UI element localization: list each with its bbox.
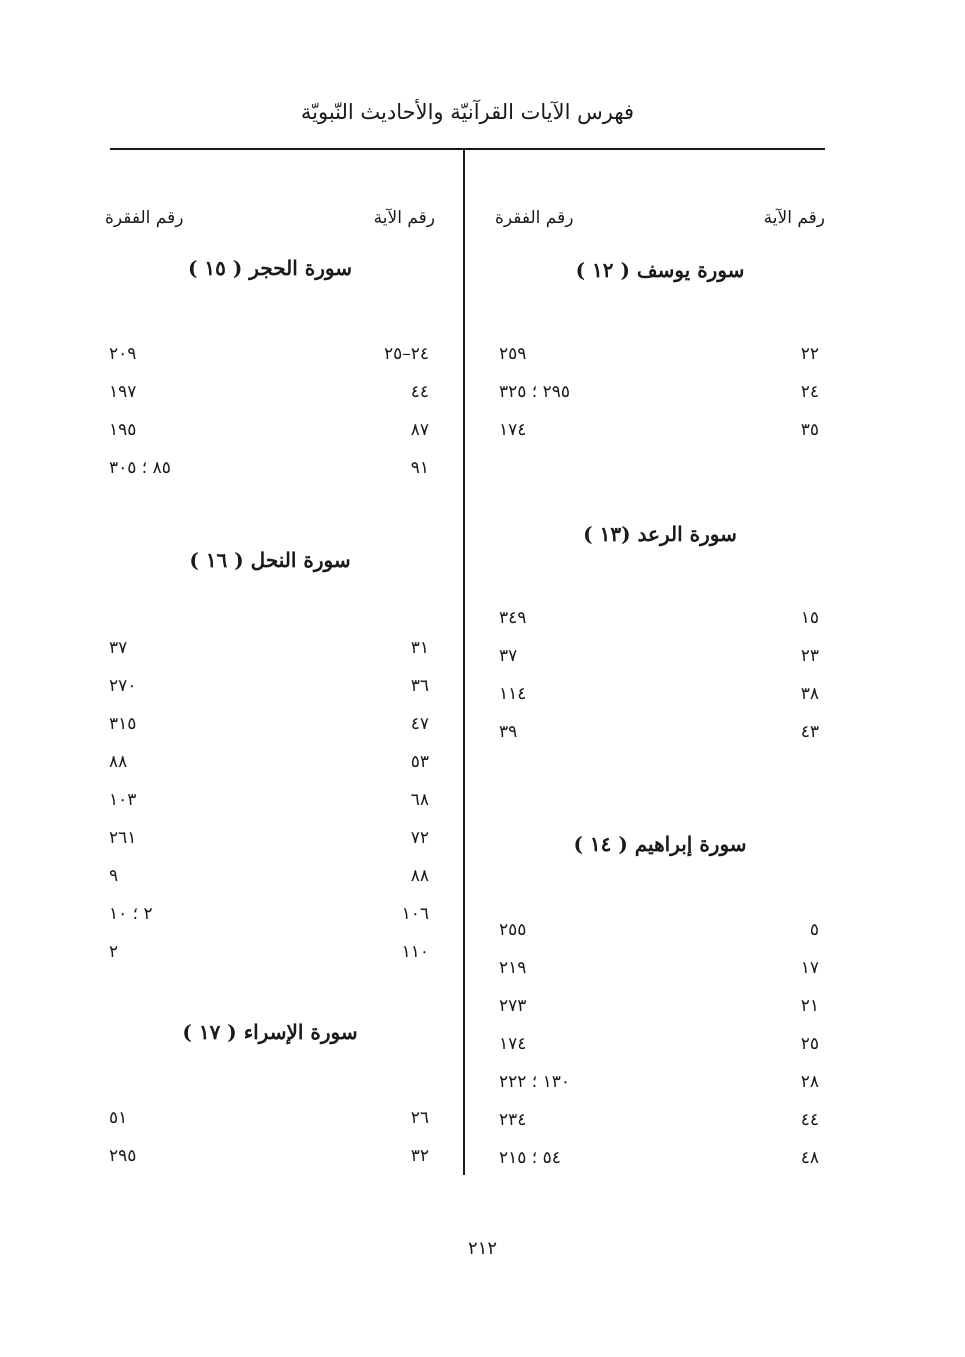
paragraph-number: ٥١: [109, 1108, 128, 1128]
ayah-number: ٧٢: [410, 828, 429, 848]
index-row: [105, 1108, 435, 1136]
paragraph-number: ٩: [109, 866, 119, 886]
ayah-number: ٨٨: [410, 866, 429, 886]
index-row: [105, 638, 435, 666]
paragraph-number-header: رقم الفقرة: [105, 208, 184, 228]
ayah-number: ٢١: [800, 996, 819, 1016]
paragraph-number: ٢٧٣: [499, 996, 527, 1016]
paragraph-number: ١٩٧: [109, 382, 137, 402]
index-row: [105, 344, 435, 372]
index-row: [105, 382, 435, 410]
ayah-number: ٢٨: [800, 1072, 819, 1092]
ayah-number: ٤٨: [800, 1148, 819, 1168]
paragraph-number: ٣٤٩: [499, 608, 527, 628]
index-row: [495, 1148, 825, 1176]
surah-title: سورة يوسف ( ١٢ ): [575, 258, 745, 282]
index-row: [105, 752, 435, 780]
paragraph-number: ٢٩٥: [109, 1146, 137, 1166]
index-row: [495, 344, 825, 372]
index-row: [495, 420, 825, 448]
ayah-number: ١١٠: [401, 942, 429, 962]
paragraph-number: ٢٥٥: [499, 920, 527, 940]
ayah-number: ١٥: [800, 608, 819, 628]
index-row: [105, 942, 435, 970]
page-header-title: فهرس الآيات القرآنيّة والأحاديث النّبويّة: [300, 100, 635, 124]
index-row: [105, 420, 435, 448]
ayah-number: ٤٧: [410, 714, 429, 734]
index-row: [105, 458, 435, 486]
index-row: [495, 1110, 825, 1138]
ayah-number: ٢٥: [800, 1034, 819, 1054]
paragraph-number: ٢ ؛ ١٠: [109, 904, 153, 924]
ayah-number: ٨٧: [410, 420, 429, 440]
ayah-number: ٤٤: [410, 382, 429, 402]
ayah-number: ٤٣: [800, 722, 819, 742]
ayah-number: ٢٢: [800, 344, 819, 364]
ayah-number: ٩١: [410, 458, 429, 478]
index-row: [495, 608, 825, 636]
surah-title: سورة الرعد (١٣ ): [583, 522, 737, 546]
index-row: [495, 382, 825, 410]
paragraph-number: ٣٧: [499, 646, 518, 666]
ayah-number: ٢٤: [800, 382, 819, 402]
index-row: [105, 790, 435, 818]
ayah-number: ٥٣: [410, 752, 429, 772]
index-row: [495, 684, 825, 712]
index-row: [495, 722, 825, 750]
surah-title: سورة النحل ( ١٦ ): [189, 548, 351, 572]
ayah-number: ٣٢: [410, 1146, 429, 1166]
paragraph-number: ٣٧: [109, 638, 128, 658]
index-row: [495, 1072, 825, 1100]
paragraph-number: ٨٨: [109, 752, 128, 772]
paragraph-number: ٢٠٩: [109, 344, 137, 364]
ayah-number: ٢٦: [410, 1108, 429, 1128]
paragraph-number: ٣٩: [499, 722, 518, 742]
paragraph-number: ٢٧٠: [109, 676, 137, 696]
index-row: [105, 714, 435, 742]
ayah-number: ٤٤: [800, 1110, 819, 1130]
index-row: [495, 920, 825, 948]
index-row: [105, 904, 435, 932]
ayah-number-header: رقم الآية: [763, 208, 825, 228]
ayah-number: ٣١: [410, 638, 429, 658]
column-headers: [495, 208, 825, 234]
paragraph-number: ٢٣٤: [499, 1110, 527, 1130]
ayah-number: ٣٨: [800, 684, 819, 704]
paragraph-number: ١٧٤: [499, 1034, 527, 1054]
paragraph-number: ١٩٥: [109, 420, 137, 440]
column-headers: [105, 208, 435, 234]
paragraph-number-header: رقم الفقرة: [495, 208, 574, 228]
ayah-number: ٦٨: [410, 790, 429, 810]
paragraph-number: ٣١٥: [109, 714, 137, 734]
ayah-number: ٥: [809, 920, 819, 940]
index-row: [105, 866, 435, 894]
page-number: ٢١٢: [467, 1238, 497, 1259]
paragraph-number: ١١٤: [499, 684, 527, 704]
paragraph-number: ٨٥ ؛ ٣٠٥: [109, 458, 171, 478]
surah-title: سورة إبراهيم ( ١٤ ): [573, 832, 747, 856]
column-divider: [463, 150, 465, 1175]
index-row: [105, 676, 435, 704]
ayah-number: ٣٥: [800, 420, 819, 440]
paragraph-number: ٢: [109, 942, 119, 962]
paragraph-number: ١٣٠ ؛ ٢٢٢: [499, 1072, 571, 1092]
surah-title: سورة الإسراء ( ١٧ ): [182, 1020, 358, 1044]
index-row: [495, 1034, 825, 1062]
index-row: [495, 958, 825, 986]
surah-title: سورة الحجر ( ١٥ ): [187, 256, 352, 280]
header-rule: [110, 148, 825, 150]
ayah-number: ٣٦: [410, 676, 429, 696]
index-row: [105, 828, 435, 856]
paragraph-number: ٢١٩: [499, 958, 527, 978]
paragraph-number: ٥٤ ؛ ٢١٥: [499, 1148, 561, 1168]
paragraph-number: ٢٥٩: [499, 344, 527, 364]
paragraph-number: ٢٩٥ ؛ ٣٢٥: [499, 382, 571, 402]
paragraph-number: ١٧٤: [499, 420, 527, 440]
ayah-number: ١٧: [800, 958, 819, 978]
paragraph-number: ١٠٣: [109, 790, 137, 810]
index-row: [495, 646, 825, 674]
ayah-number: ٢٤–٢٥: [383, 344, 429, 364]
paragraph-number: ٢٦١: [109, 828, 137, 848]
ayah-number-header: رقم الآية: [373, 208, 435, 228]
ayah-number: ٢٣: [800, 646, 819, 666]
index-row: [105, 1146, 435, 1174]
ayah-number: ١٠٦: [401, 904, 429, 924]
index-row: [495, 996, 825, 1024]
